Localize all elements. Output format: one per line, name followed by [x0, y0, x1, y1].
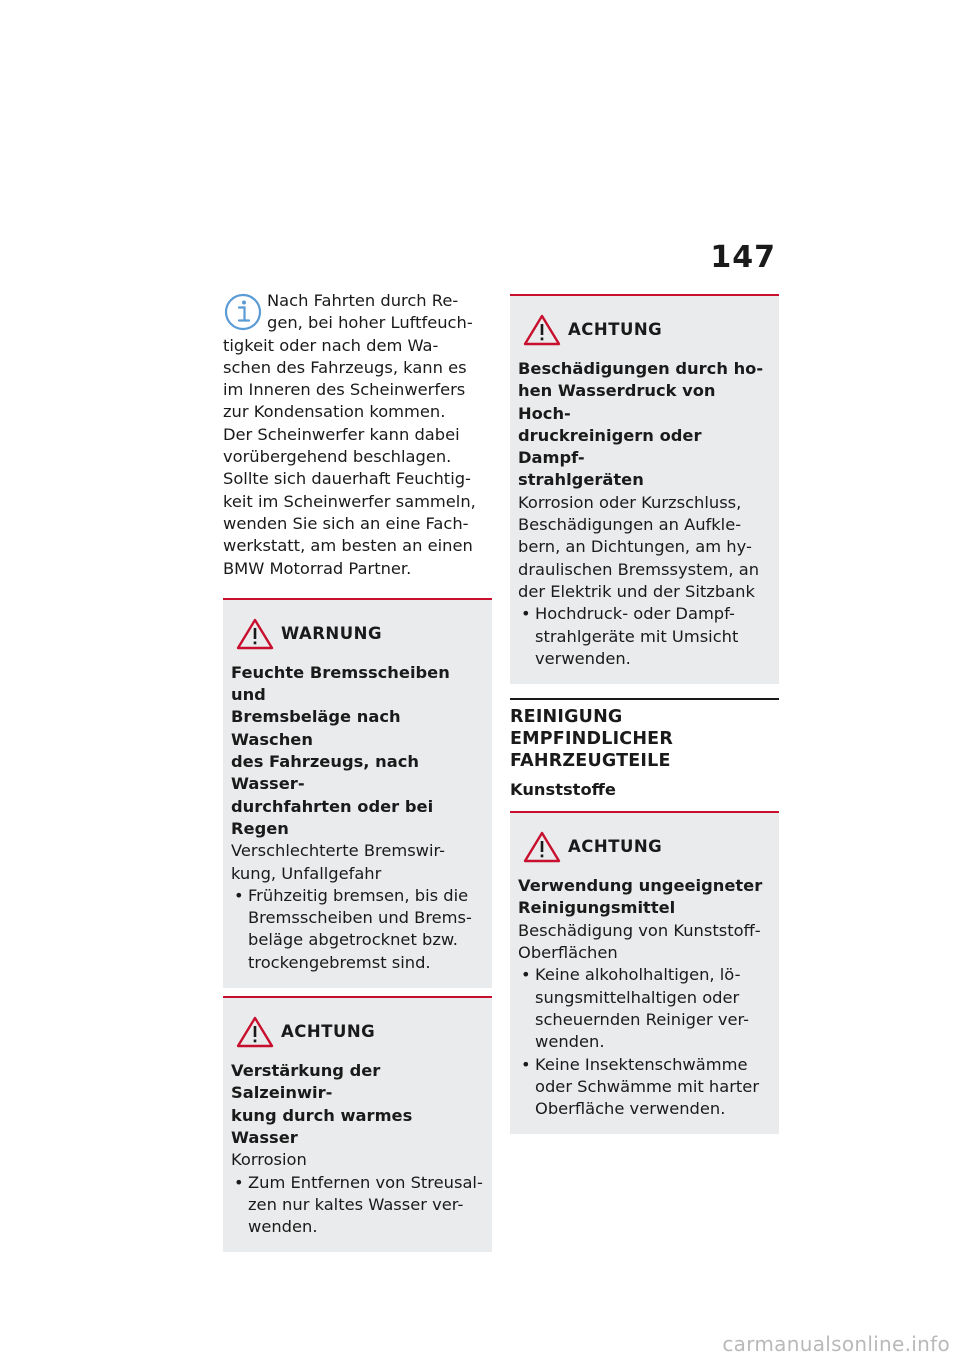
- left-column: [223, 290, 492, 1252]
- box-title: ACHTUNG: [568, 319, 663, 339]
- section-title-line: REINIGUNG EMPFINDLICHER: [510, 707, 674, 750]
- heading-line: durchfahrten oder bei Regen: [231, 796, 434, 838]
- bullet-line: scheuernden Reiniger ver-: [535, 1009, 750, 1029]
- consequence-line: draulischen Bremssystem, an: [518, 559, 760, 579]
- bullet-line: • Keine Insektenschwämme: [535, 1054, 748, 1074]
- caution-box-plastic: [510, 811, 779, 1134]
- info-line: zur Kondensation kommen.: [223, 402, 446, 422]
- bullet-line: zen nur kaltes Wasser ver-: [248, 1194, 464, 1214]
- info-line: gen, bei hoher Luftfeuch-: [267, 313, 473, 333]
- bullet-item: [518, 964, 771, 1053]
- heading-line: strahlgeräten: [518, 470, 644, 490]
- heading-line: kung durch warmes Wasser: [231, 1105, 413, 1147]
- bullet-line: trockengebremst sind.: [248, 952, 431, 972]
- bullet-line: wenden.: [248, 1217, 318, 1237]
- info-line: werkstatt, am besten an einen: [223, 536, 473, 556]
- bullet-line: oder Schwämme mit harter: [535, 1076, 760, 1096]
- heading-line: des Fahrzeugs, nach Wasser-: [231, 752, 419, 794]
- consequence-line: kung, Unfallgefahr: [231, 863, 382, 883]
- box-heading: [518, 358, 771, 492]
- warning-icon: [235, 1015, 275, 1049]
- warning-icon: [235, 617, 275, 651]
- bullet-line: • Hochdruck- oder Dampf-: [535, 604, 735, 624]
- info-line: Der Scheinwerfer kann dabei: [223, 424, 460, 444]
- heading-line: Verstärkung der Salzeinwir-: [231, 1061, 381, 1103]
- consequence-text: [518, 920, 771, 965]
- consequence-text: [231, 840, 484, 885]
- bullet-line: • Frühzeitig bremsen, bis die: [248, 885, 469, 905]
- page-number: 147: [710, 240, 776, 275]
- caution-box-pressure: [510, 294, 779, 684]
- bullet-item: [518, 1054, 771, 1121]
- box-header: [518, 827, 771, 867]
- section-title: [510, 706, 779, 772]
- consequence-line: Beschädigung von Kunststoff-: [518, 920, 761, 940]
- box-title: WARNUNG: [281, 623, 382, 643]
- box-heading: [518, 875, 771, 920]
- watermark: carmanualsonline.info: [722, 1332, 950, 1356]
- box-header: [231, 1012, 484, 1052]
- consequence-line: bern, an Dichtungen, am hy-: [518, 537, 752, 557]
- warning-icon: [522, 830, 562, 864]
- section-divider: [510, 698, 779, 700]
- heading-line: Bremsbeläge nach Waschen: [231, 707, 401, 749]
- heading-line: Beschädigungen durch ho-: [518, 359, 764, 378]
- info-line: Nach Fahrten durch Re-: [267, 291, 459, 310]
- bullet-line: wenden.: [535, 1032, 605, 1052]
- info-line: wenden Sie sich an eine Fach-: [223, 513, 469, 533]
- caution-box-salt: [223, 996, 492, 1252]
- info-line: im Inneren des Scheinwerfers: [223, 380, 466, 400]
- info-line: Sollte sich dauerhaft Feuchtig-: [223, 469, 471, 489]
- bullet-list: [518, 964, 771, 1120]
- consequence-line: Beschädigungen an Aufkle-: [518, 515, 742, 535]
- heading-line: Feuchte Bremsscheiben und: [231, 662, 450, 705]
- bullet-line: • Zum Entfernen von Streusal-: [248, 1172, 483, 1192]
- bullet-line: • Keine alkoholhaltigen, lö-: [535, 965, 741, 985]
- bullet-line: strahlgeräte mit Umsicht: [535, 626, 739, 646]
- heading-line: Reinigungsmittel: [518, 898, 676, 918]
- box-title: ACHTUNG: [281, 1021, 376, 1041]
- heading-line: Verwendung ungeeigneter: [518, 876, 763, 896]
- consequence-line: Verschlechterte Bremswir-: [231, 841, 446, 861]
- info-line: BMW Motorrad Partner.: [223, 558, 412, 578]
- consequence-text: [518, 492, 771, 603]
- consequence-line: der Elektrik und der Sitzbank: [518, 581, 755, 601]
- box-header: [231, 614, 484, 654]
- bullet-item: [518, 603, 771, 670]
- bullet-list: [231, 885, 484, 974]
- consequence-line: Korrosion oder Kurzschluss,: [518, 492, 742, 512]
- subsection-title: Kunststoffe: [510, 780, 616, 800]
- info-note: [223, 290, 492, 580]
- consequence-text: [231, 1149, 484, 1171]
- info-line: tigkeit oder nach dem Wa-: [223, 335, 439, 355]
- consequence-line: Korrosion: [231, 1150, 307, 1170]
- info-line: schen des Fahrzeugs, kann es: [223, 357, 467, 377]
- info-line: vorübergehend beschlagen.: [223, 447, 452, 467]
- info-icon: [223, 292, 263, 332]
- box-heading: [231, 662, 484, 840]
- bullet-line: Bremsscheiben und Brems-: [248, 908, 472, 928]
- box-header: [518, 310, 771, 350]
- heading-line: hen Wasserdruck von Hoch-: [518, 381, 716, 423]
- box-heading: [231, 1060, 484, 1149]
- bullet-line: Oberfläche verwenden.: [535, 1099, 726, 1119]
- bullet-list: [518, 603, 771, 670]
- bullet-list: [231, 1172, 484, 1239]
- warning-box: [223, 598, 492, 988]
- right-column: [510, 294, 779, 1134]
- info-line: keit im Scheinwerfer sammeln,: [223, 491, 476, 511]
- bullet-line: beläge abgetrocknet bzw.: [248, 930, 458, 950]
- heading-line: druckreinigern oder Dampf-: [518, 425, 702, 468]
- bullet-item: [231, 885, 484, 974]
- bullet-item: [231, 1172, 484, 1239]
- bullet-line: sungsmittelhaltigen oder: [535, 987, 740, 1007]
- section-title-line: FAHRZEUGTEILE: [510, 751, 671, 772]
- bullet-line: verwenden.: [535, 648, 631, 668]
- box-title: ACHTUNG: [568, 837, 663, 856]
- consequence-line: Oberflächen: [518, 943, 618, 963]
- warning-icon: [522, 313, 562, 347]
